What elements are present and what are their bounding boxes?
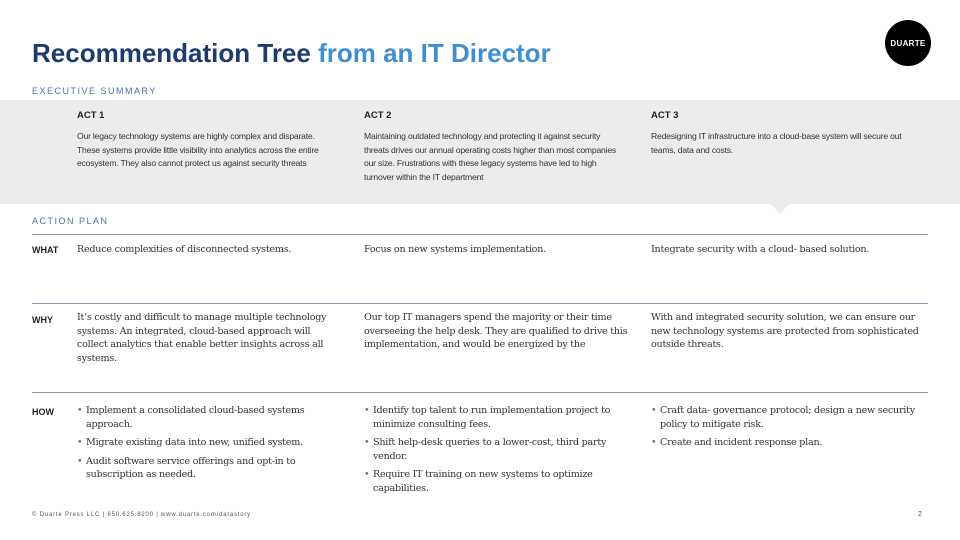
act-body: Maintaining outdated technology and protecting it against security threats drives our annual operating costs higher than most companies our size. Frustrations with these legacy systems have led to high turnover within the IT department <box>364 131 617 182</box>
page-title <box>32 38 551 69</box>
row-label-why: WHY <box>32 315 53 325</box>
list-item: • Migrate existing data into new, unified system. <box>77 436 327 450</box>
divider <box>32 392 928 393</box>
page-number: 2 <box>918 511 922 518</box>
duarte-logo <box>885 20 931 66</box>
act-title: ACT 1 <box>77 110 105 121</box>
row-label-what: WHAT <box>32 245 59 255</box>
what-cell: Reduce complexities of disconnected systems. <box>77 244 292 255</box>
list-item: • Shift help-desk queries to a lower-cost, third party vendor. <box>364 436 632 463</box>
title-main: Recommendation Tree <box>32 38 311 68</box>
list-item: • Craft data- governance protocol; design a new security policy to mitigate risk. <box>651 404 927 431</box>
act-3 <box>651 110 913 157</box>
how-cell <box>651 404 927 455</box>
why-cell: It’s costly and difficult to manage multiple technology systems. An integrated, cloud-based approach will collect analytics that enable better insights across all systems. <box>77 312 327 364</box>
act-2 <box>364 110 626 184</box>
how-cell <box>77 404 327 487</box>
logo-text: DUARTE <box>890 38 926 48</box>
act-body: Our legacy technology systems are highly complex and disparate. These systems provide little visibility into analytics across the entire ecosystem. They also cannot protect us against security threats <box>77 131 319 168</box>
why-cell: With and integrated security solution, we can ensure our new technology systems are protected from sophisticated outside threats. <box>651 312 919 350</box>
divider <box>32 234 928 235</box>
act-body: Redesigning IT infrastructure into a cloud-base system will secure out teams, data and costs. <box>651 131 902 155</box>
what-cell: Integrate security with a cloud- based solution. <box>651 244 870 255</box>
divider <box>32 303 928 304</box>
how-list <box>364 404 632 495</box>
footer-text: © Duarte Press LLC | 650.625.8200 | www.duarte.com/datastory <box>32 512 251 518</box>
title-accent: from an IT Director <box>318 38 551 68</box>
list-item: • Implement a consolidated cloud-based systems approach. <box>77 404 327 431</box>
pointer-triangle <box>771 204 789 214</box>
list-item: • Identify top talent to run implementation project to minimize consulting fees. <box>364 404 632 431</box>
how-cell <box>364 404 632 500</box>
act-1 <box>77 110 339 171</box>
how-list <box>77 404 327 482</box>
what-cell: Focus on new systems implementation. <box>364 244 546 255</box>
executive-summary-label: EXECUTIVE SUMMARY <box>32 86 157 96</box>
action-plan-label: ACTION PLAN <box>32 216 109 226</box>
list-item: • Create and incident response plan. <box>651 436 927 450</box>
act-title: ACT 2 <box>364 110 392 121</box>
list-item: • Audit software service offerings and opt-in to subscription as needed. <box>77 455 327 482</box>
why-cell: Our top IT managers spend the majority or their time overseeing the help desk. They are qualified to drive this implementation, and would be energized by the <box>364 312 628 350</box>
row-label-how: HOW <box>32 407 54 417</box>
list-item: • Require IT training on new systems to optimize capabilities. <box>364 468 632 495</box>
act-title: ACT 3 <box>651 110 679 121</box>
how-list <box>651 404 927 450</box>
